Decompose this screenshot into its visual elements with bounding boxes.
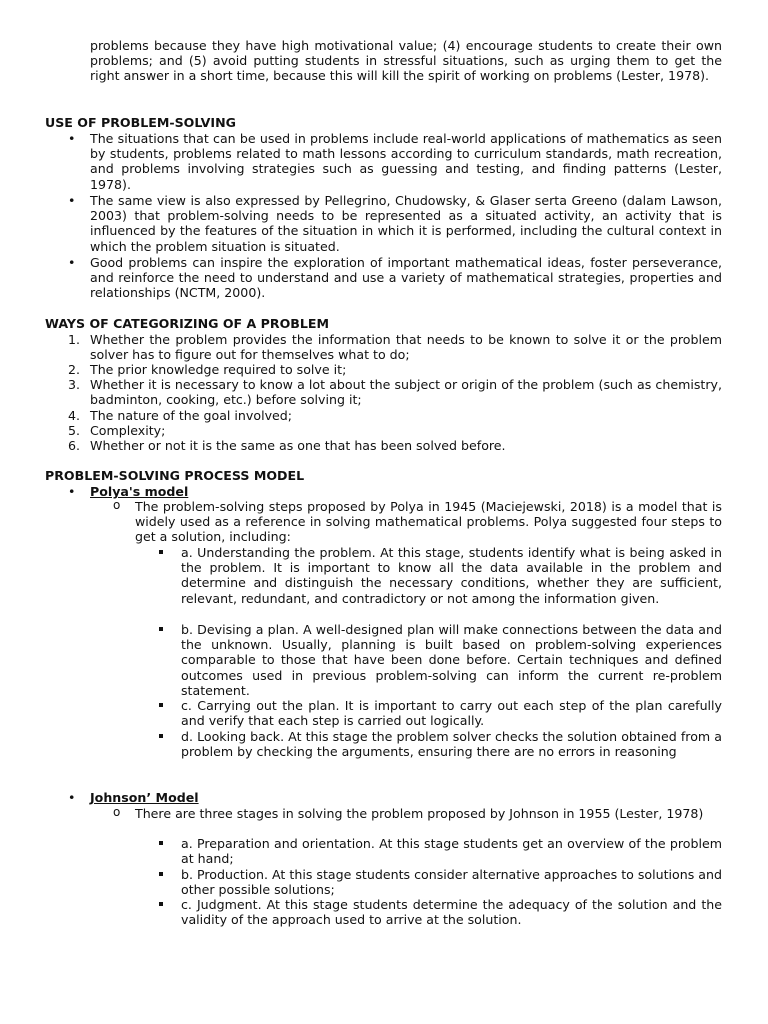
item-number: 4. xyxy=(68,408,81,423)
item-text: The prior knowledge required to solve it; xyxy=(90,362,347,377)
ways-item xyxy=(68,438,722,453)
polya-description: o The problem-solving steps proposed by Polya in 1945 (Maciejewski, 2018) is a model that is widely used as a reference in solving mathematical problems. Polya suggested four steps to get a solution, including: xyxy=(135,499,722,545)
use-bullet: • Good problems can inspire the exploration of important mathematical ideas, foster perseverance, and reinforce the need to understand and use a variety of mathematical strategies, properties and relationships (NCTM, 2000). xyxy=(90,255,722,301)
item-text: Whether or not it is the same as one that has been solved before. xyxy=(90,438,506,453)
section-heading-ways: WAYS OF CATEGORIZING OF A PROBLEM xyxy=(45,316,330,331)
johnson-step: a. Preparation and orientation. At this stage students get an overview of the problem at hand; xyxy=(181,836,722,867)
ways-item xyxy=(68,332,722,363)
item-number: 6. xyxy=(68,438,81,453)
polya-step: b. Devising a plan. A well-designed plan will make connections between the data and the unknown. Usually, planning is built based on problem-solving experiences comparable to those that have been done before. Certain techniques and defined outcomes used in previous problem-solving can inform the current re-problem statement. xyxy=(181,622,722,698)
polya-model-title xyxy=(90,484,722,499)
use-bullet: • The same view is also expressed by Pellegrino, Chudowsky, & Glaser serta Greeno (dalam Lawson, 2003) that problem-solving needs to be represented as a situated activity, an activity that is influenced by the features of the situation in which it is performed, including the cultural context in which the problem situation is situated. xyxy=(90,193,722,254)
item-number: 3. xyxy=(68,377,81,392)
johnson-title-text: Johnson’ Model xyxy=(90,790,199,805)
item-number: 5. xyxy=(68,423,81,438)
ways-item xyxy=(68,408,722,423)
ways-item xyxy=(68,377,722,408)
use-bullet: • The situations that can be used in problems include real-world applications of mathematics as seen by students, problems related to math lessons according to curriculum standards, math recreation, and problems involving strategies such as guessing and testing, and finding patterns (Lester, 1978). xyxy=(90,131,722,192)
johnson-step: c. Judgment. At this stage students determine the adequacy of the solution and the validity of the approach used to arrive at the solution. xyxy=(181,897,722,928)
ways-item xyxy=(68,362,722,377)
polya-step: c. Carrying out the plan. It is important to carry out each step of the plan carefully and verify that each step is carried out logically. xyxy=(181,698,722,729)
section-heading-use: USE OF PROBLEM-SOLVING xyxy=(45,115,236,130)
item-text: The nature of the goal involved; xyxy=(90,408,293,423)
section-heading-process: PROBLEM-SOLVING PROCESS MODEL xyxy=(45,468,305,483)
johnson-model-title xyxy=(90,790,722,805)
item-text: Whether the problem provides the information that needs to be known to solve it or the problem solver has to figure out for themselves what to do; xyxy=(90,332,722,363)
intro-paragraph: problems because they have high motivational value; (4) encourage students to create their own problems; and (5) avoid putting students in stressful situations, such as urging them to get the right answer in a short time, because this will kill the spirit of working on problems (Lester, 1978). xyxy=(90,38,722,84)
item-number: 1. xyxy=(68,332,81,347)
johnson-description: o There are three stages in solving the problem proposed by Johnson in 1955 (Lester, 1978) xyxy=(135,806,722,821)
item-text: Complexity; xyxy=(90,423,166,438)
polya-step: d. Looking back. At this stage the problem solver checks the solution obtained from a problem by checking the arguments, ensuring there are no errors in reasoning xyxy=(181,729,722,760)
johnson-step: b. Production. At this stage students consider alternative approaches to solutions and other possible solutions; xyxy=(181,867,722,898)
item-text: Whether it is necessary to know a lot about the subject or origin of the problem (such as chemistry, badminton, cooking, etc.) before solving it; xyxy=(90,377,722,408)
ways-item xyxy=(68,423,722,438)
polya-title-text: Polya's model xyxy=(90,484,189,499)
item-number: 2. xyxy=(68,362,81,377)
polya-step: a. Understanding the problem. At this stage, students identify what is being asked in the problem. It is important to know all the data available in the problem and determine and distinguish the necessary conditions, whether they are sufficient, relevant, redundant, and contradictory or not among the information given. xyxy=(181,545,722,606)
